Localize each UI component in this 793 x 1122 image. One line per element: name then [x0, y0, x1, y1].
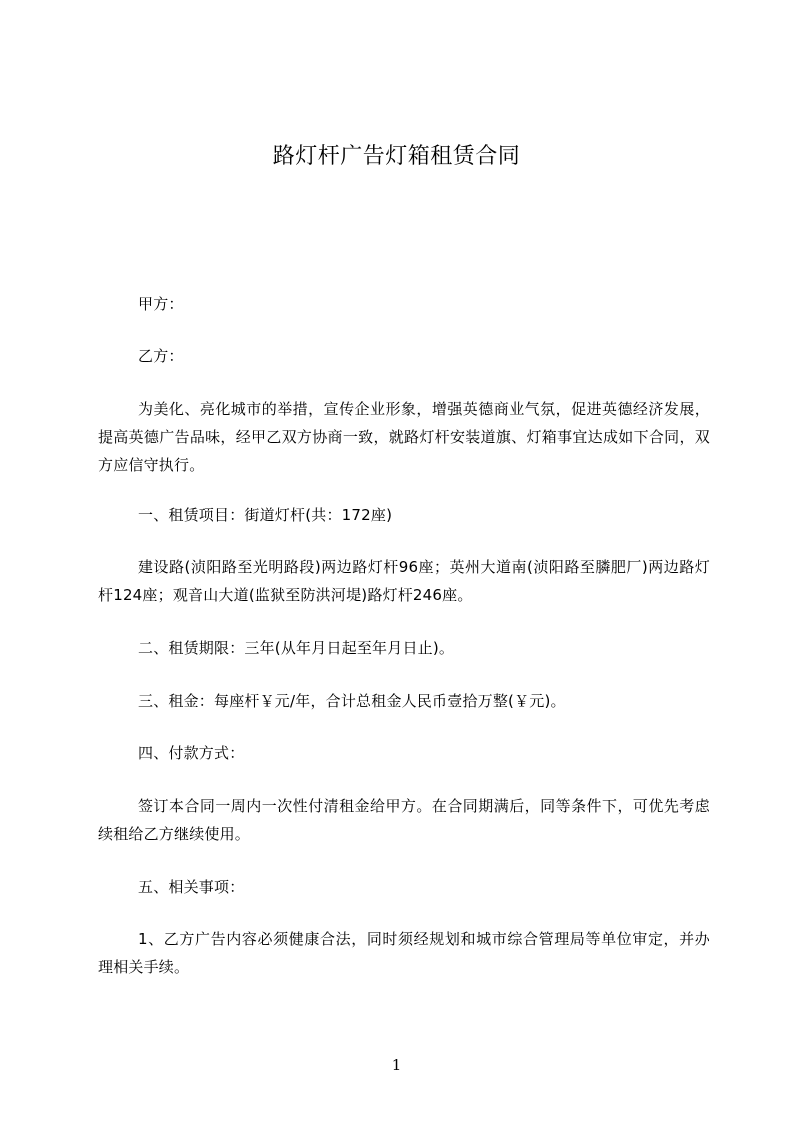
- party-a-label: 甲方：: [138, 295, 184, 313]
- party-b-label: 乙方：: [138, 347, 184, 365]
- section-1-body: 建设路(浈阳路至光明路段)两边路灯杆96座；英州大道南(浈阳路至膦肥厂)两边路灯杆124座；观音山大道(监狱至防洪河堤)路灯杆246座。: [98, 558, 710, 604]
- section-4-body: 签订本合同一周内一次性付清租金给甲方。在合同期满后，同等条件下，可优先考虑续租给乙方继续使用。: [98, 797, 710, 843]
- section-2-paragraph: 二、租赁期限：三年(从年月日起至年月日止)。: [138, 639, 455, 657]
- section-3-paragraph: 三、租金：每座杆￥元/年，合计总租金人民币壹拾万整(￥元)。: [138, 692, 566, 710]
- section-4-heading: 四、付款方式：: [138, 744, 245, 762]
- page-number: 1: [391, 1056, 402, 1074]
- preamble-paragraph: 为美化、亮化城市的举措，宣传企业形象，增强英德商业气氛，促进英德经济发展，提高英德广告品味，经甲乙双方协商一致，就路灯杆安装道旗、灯箱事宜达成如下合同，双方应信守执行。: [98, 400, 710, 474]
- section-5-heading: 五、相关事项：: [138, 878, 245, 896]
- document-title: 路灯杆广告灯箱租赁合同: [272, 144, 521, 169]
- section-1-heading: 一、租赁项目：街道灯杆(共：172座): [138, 506, 393, 524]
- section-5-item-1: 1、乙方广告内容必须健康合法，同时须经规划和城市综合管理局等单位审定，并办理相关手续。: [98, 930, 710, 976]
